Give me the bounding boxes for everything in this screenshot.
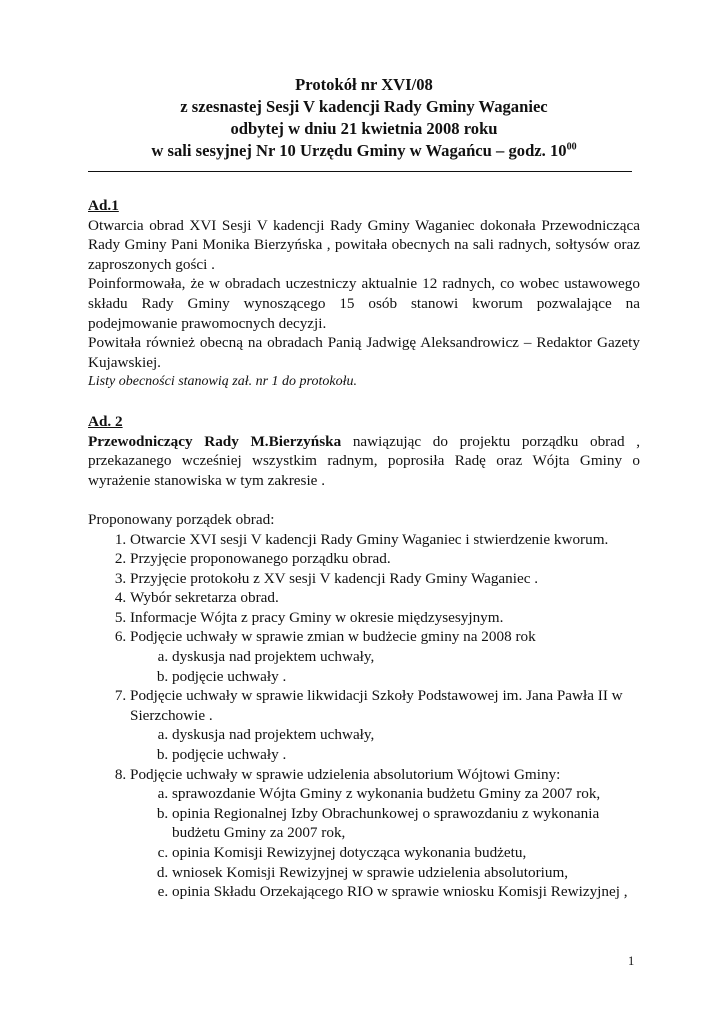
agenda-subitem: b. opinia Regionalnej Izby Obrachunkowej o sprawozdaniu z wykonania budżetu Gminy za 2007 rok, <box>172 804 640 843</box>
agenda-subitem: c. opinia Komisji Rewizyjnej dotycząca wykonania budżetu, <box>172 843 640 863</box>
spacer <box>88 490 640 510</box>
agenda-intro: Proponowany porządek obrad: <box>88 510 275 528</box>
agenda-subitem: d. wniosek Komisji Rewizyjnej w sprawie udzielenia absolutorium, <box>172 863 640 883</box>
agenda-item-text: Podjęcie uchwały w sprawie zmian w budżecie gminy na 2008 rok <box>130 628 536 646</box>
agenda-item-text: Otwarcie XVI sesji V kadencji Rady Gminy Waganiec i stwierdzenie kworum. <box>130 530 609 548</box>
agenda-item <box>130 569 640 589</box>
agenda-subitem: e. opinia Składu Orzekającego RIO w sprawie wniosku Komisji Rewizyjnej , <box>172 882 640 902</box>
agenda-subitem: a. dyskusja nad projektem uchwały, <box>172 647 640 667</box>
ad1-note: Listy obecności stanowią zał. nr 1 do protokołu. <box>88 374 357 390</box>
agenda-item-text: Wybór sekretarza obrad. <box>130 589 279 607</box>
document-header <box>88 74 640 162</box>
agenda-item <box>130 627 640 686</box>
ad1-paragraph-2: Poinformowała, że w obradach uczestniczy aktualnie 12 radnych, co wobec ustawowego składu Rady Gminy wynoszącego 15 osób stanowi kworum pozwalające na podejmowanie prawomocnych decyzji. <box>88 275 640 332</box>
agenda-item-text: Przyjęcie protokołu z XV sesji V kadencji Rady Gminy Waganiec . <box>130 569 539 587</box>
agenda-item <box>130 588 640 608</box>
ad2-paragraph-text: nawiązując do projektu porządku obrad , przekazanego wcześniej wszystkim radnym, poprosiła Radę oraz Wójta Gminy o wyrażenie stanowiska w tym zakresie . <box>88 432 640 489</box>
agenda-item-text: Podjęcie uchwały w sprawie likwidacji Szkoły Podstawowej im. Jana Pawła II w Sierzchowie . <box>130 687 623 724</box>
place-text: w sali sesyjnej Nr 10 Urzędu Gminy w Wagańcu – godz. 10 <box>151 141 567 160</box>
section-ad1-title: Ad.1 <box>88 197 119 214</box>
agenda-subitem: a. sprawozdanie Wójta Gminy z wykonania budżetu Gminy za 2007 rok, <box>172 784 640 804</box>
ad1-paragraph-1: Otwarcia obrad XVI Sesji V kadencji Rady Gminy Waganiec dokonała Przewodnicząca Rady Gminy Pani Monika Bierzyńska , powitała obecnych na sali radnych, sołtysów oraz zaproszonych gości . <box>88 216 640 273</box>
header-rule <box>88 171 632 172</box>
page-number: 1 <box>628 954 635 968</box>
agenda-sublist <box>130 647 640 686</box>
session-line: z szesnastej Sesji V kadencji Rady Gminy Waganiec <box>180 97 548 116</box>
agenda-item <box>130 608 640 628</box>
protocol-title: Protokół nr XVI/08 <box>295 75 433 94</box>
agenda-item-text: Informacje Wójta z pracy Gminy w okresie międzysesyjnym. <box>130 608 504 626</box>
agenda-item <box>130 549 640 569</box>
agenda-list <box>88 530 640 902</box>
agenda-sublist <box>130 725 640 764</box>
chairperson-name: Przewodniczący Rady M.Bierzyńska <box>88 432 342 450</box>
ad1-paragraph-3: Powitała również obecną na obradach Panią Jadwigę Aleksandrowicz – Redaktor Gazety Kujawskiej. <box>88 334 640 371</box>
agenda-subitem: b. podjęcie uchwały . <box>172 667 640 687</box>
agenda-item <box>130 530 640 550</box>
section-ad2-title: Ad. 2 <box>88 412 123 430</box>
place-line <box>88 140 640 162</box>
agenda-item <box>130 765 640 902</box>
agenda-subitem: b. podjęcie uchwały . <box>172 745 640 765</box>
agenda-item <box>130 686 640 764</box>
time-superscript: 00 <box>566 141 577 153</box>
date-line: odbytej w dniu 21 kwietnia 2008 roku <box>230 119 498 138</box>
agenda-sublist <box>130 784 640 902</box>
ad2-paragraph <box>88 432 640 491</box>
agenda-item-text: Podjęcie uchwały w sprawie udzielenia absolutorium Wójtowi Gminy: <box>130 765 561 783</box>
agenda-subitem: a. dyskusja nad projektem uchwały, <box>172 725 640 745</box>
document-page <box>88 74 640 902</box>
agenda-item-text: Przyjęcie proponowanego porządku obrad. <box>130 550 391 568</box>
